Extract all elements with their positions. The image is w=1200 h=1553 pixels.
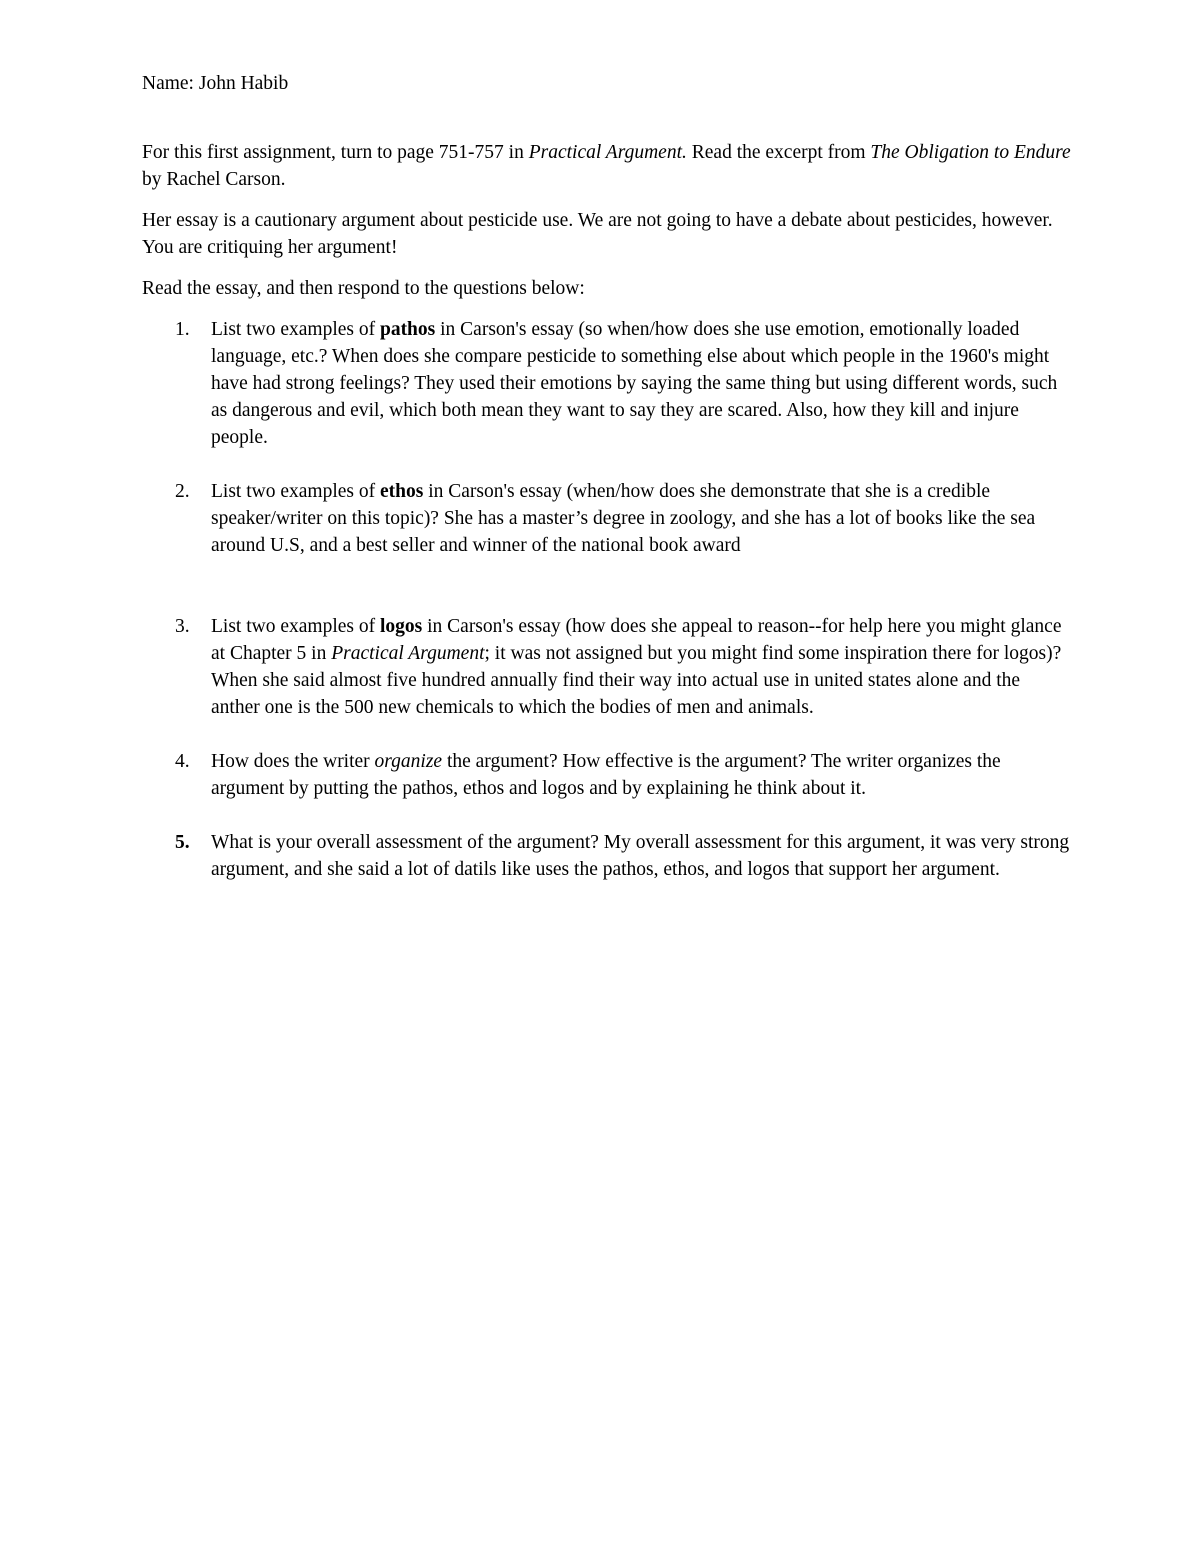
question-prefix: List two examples of [211, 481, 380, 502]
question-prefix: How does the writer [211, 751, 375, 772]
question-keyword: logos [379, 616, 423, 637]
question-text: in Carson's essay (so when/how does she use emotion, emotionally loaded language, etc.? When does she compare pesticide to something else about which people in the 1960's might have had strong feelings? They used their emotions by saying the same thing but using different words, such as dangerous and evil, which both mean they want to say they are scared. Also, how they kill and injure people. [211, 319, 1058, 448]
question-keyword: organize [374, 751, 443, 772]
question-text: the argument? How effective is the argument? The writer organizes the argument by putting the pathos, ethos and logos and by explaining he think about it. [211, 751, 1001, 799]
question-prefix: List two examples of [211, 616, 380, 637]
essay-description-paragraph: Her essay is a cautionary argument about pesticide use. We are not going to have a debate about pesticides, however. You are critiquing her argument! [142, 210, 1053, 258]
intro-text-1: For this first assignment, turn to page 751-757 in [142, 142, 529, 163]
question-keyword: pathos [379, 319, 436, 340]
question-book-title: Practical Argument [331, 643, 485, 664]
question-number: 3. [175, 616, 190, 637]
question-number: 5. [175, 832, 190, 853]
instructions-paragraph: Read the essay, and then respond to the questions below: [142, 278, 585, 299]
question-keyword: ethos [379, 481, 424, 502]
question-item-3 [142, 613, 1072, 721]
intro-paragraph [142, 139, 1072, 193]
question-list [142, 316, 1072, 883]
intro-book-title: Practical Argument. [528, 142, 687, 163]
document-body [142, 70, 1072, 883]
student-name: Name: John Habib [142, 73, 289, 94]
question-number: 1. [175, 319, 190, 340]
question-text: What is your overall assessment of the argument? My overall assessment for this argument, it was very strong argument, and she said a lot of datils like uses the pathos, ethos, and logos that support her argument. [211, 832, 1070, 880]
question-item-1 [142, 316, 1072, 451]
intro-text-2: Read the excerpt from [686, 142, 871, 163]
question-prefix: List two examples of [211, 319, 380, 340]
question-item-5 [142, 829, 1072, 883]
intro-text-3: by Rachel Carson. [142, 169, 286, 190]
question-text-continued: ; it was not assigned but you might find some inspiration there for logos)? [484, 643, 1062, 664]
question-number: 2. [175, 481, 190, 502]
question-number: 4. [175, 751, 190, 772]
question-item-2 [142, 478, 1072, 559]
question-answer: When she said almost five hundred annually find their way into actual use in united states alone and the anther one is the 500 new chemicals to which the bodies of men and animals. [211, 670, 1021, 718]
intro-essay-title: The Obligation to Endure [870, 142, 1071, 163]
question-item-4 [142, 748, 1072, 802]
question-text: in Carson's essay (when/how does she demonstrate that she is a credible speaker/writer on this topic)? She has a master’s degree in zoology, and she has a lot of books like the sea around U.S, and a best seller and winner of the national book award [211, 481, 1036, 556]
question-text: in Carson's essay (how does she appeal to reason--for help here you might glance at Chapter 5 in [211, 616, 1062, 664]
